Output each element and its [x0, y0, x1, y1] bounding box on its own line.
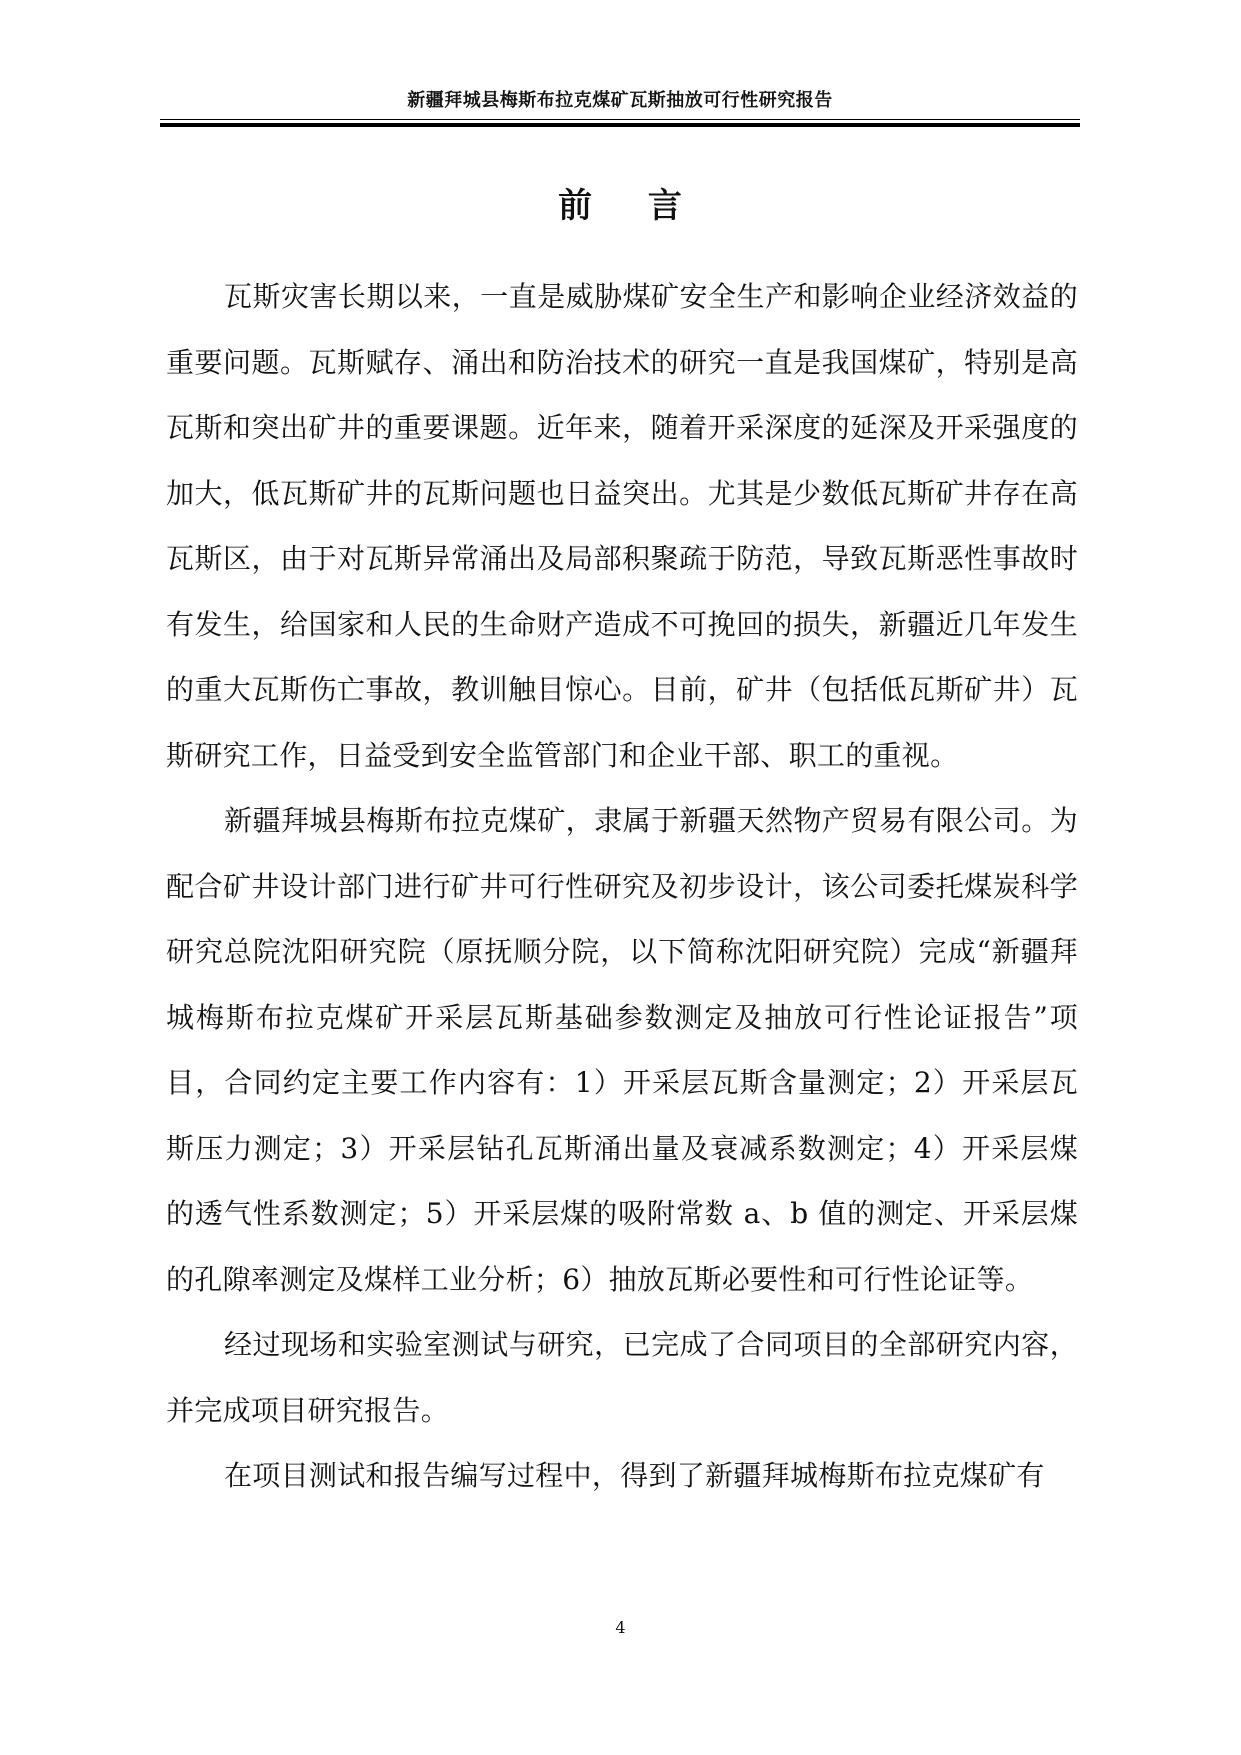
body-text: [166, 264, 1078, 1509]
paragraph-2: 新疆拜城县梅斯布拉克煤矿，隶属于新疆天然物产贸易有限公司。为配合矿井设计部门进行矿井可行性研究及初步设计，该公司委托煤炭科学研究总院沈阳研究院（原抚顺分院，以下简称沈阳研究院）完成“新疆拜城梅斯布拉克煤矿开采层瓦斯基础参数测定及抽放可行性论证报告”项目，合同约定主要工作内容有：1）开采层瓦斯含量测定；2）开采层瓦斯压力测定；3）开采层钻孔瓦斯涌出量及衰减系数测定；4）开采层煤的透气性系数测定；5）开采层煤的吸附常数 a、b 值的测定、开采层煤的孔隙率测定及煤样工业分析；6）抽放瓦斯必要性和可行性论证等。: [166, 804, 1078, 1296]
paragraph-4: 在项目测试和报告编写过程中，得到了新疆拜城梅斯布拉克煤矿有: [224, 1459, 1045, 1492]
header-rule-thin: [160, 119, 1080, 120]
running-header: 新疆拜城县梅斯布拉克煤矿瓦斯抽放可行性研究报告: [407, 90, 833, 111]
paragraph-3: 经过现场和实验室测试与研究，已完成了合同项目的全部研究内容，并完成项目研究报告。: [166, 1328, 1078, 1427]
section-title: 前 言: [558, 186, 704, 226]
paragraph-1: 瓦斯灾害长期以来，一直是威胁煤矿安全生产和影响企业经济效益的重要问题。瓦斯赋存、涌出和防治技术的研究一直是我国煤矿，特别是高瓦斯和突出矿井的重要课题。近年来，随着开采深度的延深及开采强度的加大，低瓦斯矿井的瓦斯问题也日益突出。尤其是少数低瓦斯矿井存在高瓦斯区，由于对瓦斯异常涌出及局部积聚疏于防范，导致瓦斯恶性事故时有发生，给国家和人民的生命财产造成不可挽回的损失，新疆近几年发生的重大瓦斯伤亡事故，教训触目惊心。目前，矿井（包括低瓦斯矿井）瓦斯研究工作，日益受到安全监管部门和企业干部、职工的重视。: [166, 280, 1078, 772]
page-number: 4: [615, 1618, 626, 1637]
header-rule-thick: [160, 123, 1080, 127]
